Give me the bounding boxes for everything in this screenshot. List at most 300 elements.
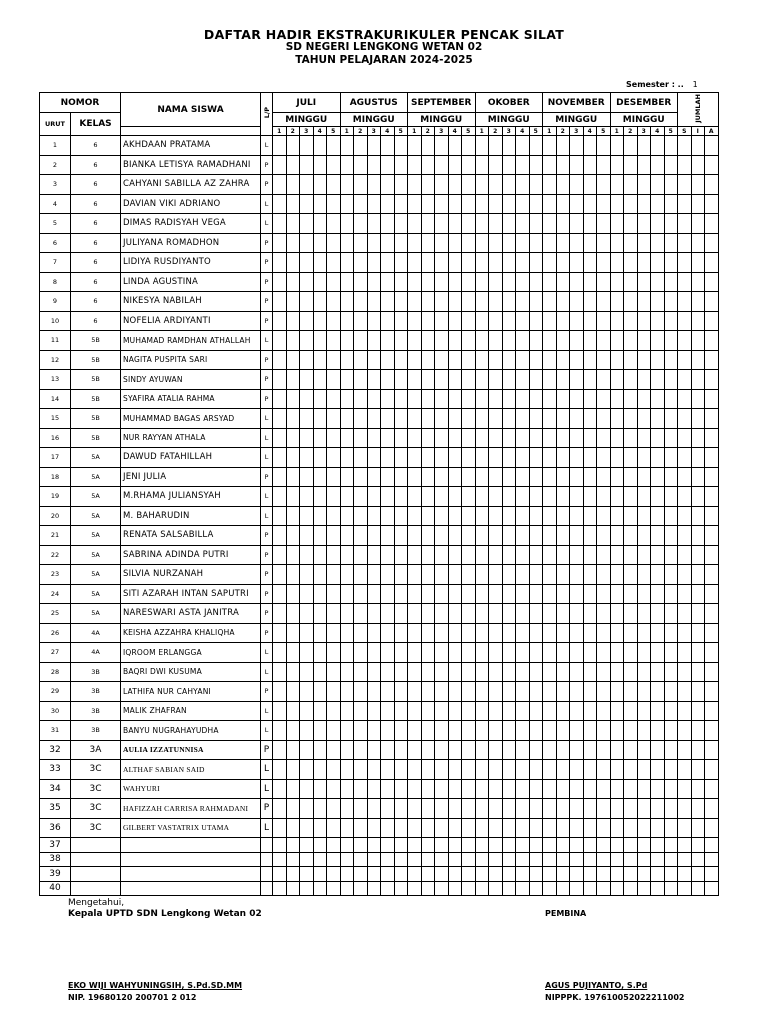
attendance-cell bbox=[313, 214, 327, 234]
attendance-cell bbox=[651, 292, 665, 312]
attendance-cell bbox=[340, 721, 354, 741]
attendance-cell bbox=[435, 389, 449, 409]
attendance-cell bbox=[273, 565, 287, 585]
attendance-cell bbox=[637, 272, 651, 292]
attendance-cell bbox=[354, 721, 368, 741]
attendance-cell bbox=[273, 233, 287, 253]
attendance-cell bbox=[408, 662, 422, 682]
attendance-cell bbox=[367, 643, 381, 663]
cell-lp: P bbox=[261, 682, 273, 702]
attendance-cell bbox=[610, 740, 624, 760]
attendance-cell bbox=[448, 214, 462, 234]
attendance-cell bbox=[664, 175, 678, 195]
attendance-cell bbox=[637, 867, 651, 882]
attendance-cell bbox=[273, 701, 287, 721]
attendance-cell bbox=[583, 448, 597, 468]
table-row bbox=[40, 428, 719, 448]
attendance-cell bbox=[300, 721, 314, 741]
attendance-cell bbox=[664, 448, 678, 468]
attendance-cell bbox=[475, 852, 489, 867]
attendance-cell bbox=[529, 155, 543, 175]
attendance-cell bbox=[664, 428, 678, 448]
attendance-cell bbox=[583, 760, 597, 780]
attendance-cell bbox=[394, 584, 408, 604]
attendance-cell bbox=[300, 136, 314, 156]
attendance-cell bbox=[435, 175, 449, 195]
attendance-cell bbox=[583, 370, 597, 390]
attendance-cell bbox=[367, 662, 381, 682]
attendance-cell bbox=[664, 852, 678, 867]
attendance-cell bbox=[286, 721, 300, 741]
attendance-cell bbox=[691, 643, 705, 663]
attendance-cell bbox=[421, 194, 435, 214]
attendance-cell bbox=[597, 292, 611, 312]
attendance-cell bbox=[327, 292, 341, 312]
attendance-cell bbox=[340, 136, 354, 156]
attendance-cell bbox=[691, 409, 705, 429]
attendance-cell bbox=[529, 389, 543, 409]
attendance-cell bbox=[543, 155, 557, 175]
attendance-cell bbox=[624, 682, 638, 702]
attendance-cell bbox=[570, 370, 584, 390]
attendance-cell bbox=[691, 881, 705, 896]
attendance-cell bbox=[610, 350, 624, 370]
attendance-cell bbox=[529, 604, 543, 624]
kepala-title: Kepala UPTD SDN Lengkong Wetan 02 bbox=[68, 909, 262, 919]
attendance-cell bbox=[327, 448, 341, 468]
attendance-cell bbox=[354, 448, 368, 468]
attendance-cell bbox=[340, 779, 354, 799]
attendance-cell bbox=[529, 448, 543, 468]
attendance-cell bbox=[394, 311, 408, 331]
cell-urut: 30 bbox=[40, 701, 71, 721]
attendance-cell bbox=[502, 467, 516, 487]
attendance-cell bbox=[300, 565, 314, 585]
attendance-cell bbox=[664, 487, 678, 507]
attendance-cell bbox=[394, 272, 408, 292]
attendance-cell bbox=[651, 253, 665, 273]
attendance-cell bbox=[570, 838, 584, 853]
attendance-cell bbox=[327, 467, 341, 487]
attendance-cell bbox=[462, 311, 476, 331]
semester-value: 1 bbox=[692, 80, 698, 89]
pembina-name: AGUS PUJIYANTO, S.Pd bbox=[545, 981, 648, 990]
attendance-cell bbox=[286, 272, 300, 292]
attendance-cell bbox=[313, 331, 327, 351]
header-month: NOVEMBER bbox=[543, 93, 611, 113]
attendance-cell bbox=[381, 350, 395, 370]
attendance-cell bbox=[435, 331, 449, 351]
cell-kelas: 5A bbox=[71, 545, 121, 565]
attendance-cell bbox=[583, 545, 597, 565]
attendance-cell bbox=[624, 779, 638, 799]
attendance-cell bbox=[381, 867, 395, 882]
attendance-cell bbox=[286, 643, 300, 663]
attendance-cell bbox=[421, 838, 435, 853]
attendance-cell bbox=[597, 233, 611, 253]
attendance-cell bbox=[678, 467, 692, 487]
attendance-cell bbox=[327, 214, 341, 234]
week-number: 1 bbox=[340, 127, 354, 136]
attendance-cell bbox=[570, 526, 584, 546]
attendance-cell bbox=[475, 487, 489, 507]
attendance-cell bbox=[327, 838, 341, 853]
attendance-cell bbox=[313, 409, 327, 429]
attendance-cell bbox=[367, 721, 381, 741]
attendance-cell bbox=[273, 818, 287, 838]
attendance-cell bbox=[597, 584, 611, 604]
attendance-cell bbox=[610, 545, 624, 565]
attendance-cell bbox=[367, 506, 381, 526]
attendance-cell bbox=[475, 155, 489, 175]
attendance-cell bbox=[475, 838, 489, 853]
attendance-cell bbox=[664, 881, 678, 896]
attendance-cell bbox=[651, 233, 665, 253]
attendance-cell bbox=[529, 370, 543, 390]
attendance-cell bbox=[502, 389, 516, 409]
attendance-cell bbox=[340, 623, 354, 643]
attendance-cell bbox=[651, 545, 665, 565]
attendance-cell bbox=[408, 175, 422, 195]
cell-kelas: 3C bbox=[71, 799, 121, 819]
attendance-cell bbox=[327, 584, 341, 604]
attendance-cell bbox=[678, 604, 692, 624]
attendance-cell bbox=[381, 682, 395, 702]
attendance-cell bbox=[475, 760, 489, 780]
cell-urut: 28 bbox=[40, 662, 71, 682]
attendance-cell bbox=[408, 155, 422, 175]
attendance-cell bbox=[367, 526, 381, 546]
attendance-cell bbox=[313, 467, 327, 487]
attendance-cell bbox=[313, 175, 327, 195]
cell-lp: P bbox=[261, 545, 273, 565]
attendance-cell bbox=[408, 867, 422, 882]
header-nama-blank bbox=[121, 127, 261, 136]
attendance-cell bbox=[327, 311, 341, 331]
attendance-cell bbox=[381, 370, 395, 390]
attendance-cell bbox=[381, 623, 395, 643]
cell-nama: NOFELIA ARDIYANTI bbox=[121, 311, 261, 331]
attendance-cell bbox=[327, 253, 341, 273]
cell-lp: L bbox=[261, 643, 273, 663]
attendance-cell bbox=[273, 799, 287, 819]
attendance-cell bbox=[327, 818, 341, 838]
attendance-cell bbox=[516, 779, 530, 799]
attendance-cell bbox=[394, 253, 408, 273]
attendance-cell bbox=[421, 292, 435, 312]
attendance-cell bbox=[624, 545, 638, 565]
attendance-cell bbox=[489, 292, 503, 312]
cell-nama: LATHIFA NUR CAHYANI bbox=[121, 682, 261, 702]
attendance-cell bbox=[556, 760, 570, 780]
attendance-cell bbox=[597, 409, 611, 429]
attendance-cell bbox=[448, 409, 462, 429]
attendance-cell bbox=[448, 852, 462, 867]
attendance-cell bbox=[462, 760, 476, 780]
attendance-cell bbox=[637, 682, 651, 702]
attendance-cell bbox=[529, 760, 543, 780]
attendance-cell bbox=[354, 526, 368, 546]
attendance-cell bbox=[367, 779, 381, 799]
cell-urut: 15 bbox=[40, 409, 71, 429]
attendance-cell bbox=[502, 701, 516, 721]
attendance-cell bbox=[610, 623, 624, 643]
attendance-cell bbox=[543, 760, 557, 780]
cell-urut: 1 bbox=[40, 136, 71, 156]
attendance-cell bbox=[637, 526, 651, 546]
attendance-cell bbox=[462, 155, 476, 175]
attendance-cell bbox=[543, 350, 557, 370]
attendance-cell bbox=[556, 155, 570, 175]
attendance-cell bbox=[624, 389, 638, 409]
attendance-cell bbox=[286, 214, 300, 234]
attendance-cell bbox=[637, 662, 651, 682]
attendance-cell bbox=[556, 867, 570, 882]
attendance-cell bbox=[529, 584, 543, 604]
attendance-cell bbox=[570, 272, 584, 292]
attendance-cell bbox=[502, 292, 516, 312]
attendance-cell bbox=[354, 584, 368, 604]
attendance-cell bbox=[570, 253, 584, 273]
attendance-cell bbox=[583, 350, 597, 370]
attendance-cell bbox=[475, 643, 489, 663]
attendance-cell bbox=[583, 701, 597, 721]
attendance-cell bbox=[435, 779, 449, 799]
attendance-cell bbox=[327, 721, 341, 741]
attendance-cell bbox=[678, 350, 692, 370]
attendance-cell bbox=[583, 194, 597, 214]
attendance-cell bbox=[381, 253, 395, 273]
attendance-cell bbox=[583, 214, 597, 234]
cell-kelas: 6 bbox=[71, 292, 121, 312]
attendance-cell bbox=[637, 506, 651, 526]
cell-nama: DAVIAN VIKI ADRIANO bbox=[121, 194, 261, 214]
attendance-cell bbox=[516, 428, 530, 448]
attendance-cell bbox=[340, 233, 354, 253]
table-row bbox=[40, 448, 719, 468]
attendance-cell bbox=[705, 526, 719, 546]
attendance-cell bbox=[570, 331, 584, 351]
attendance-cell bbox=[543, 604, 557, 624]
header-month: OKOBER bbox=[475, 93, 543, 113]
attendance-cell bbox=[367, 175, 381, 195]
attendance-cell bbox=[556, 311, 570, 331]
attendance-cell bbox=[475, 175, 489, 195]
attendance-cell bbox=[570, 881, 584, 896]
attendance-cell bbox=[678, 682, 692, 702]
attendance-cell bbox=[691, 623, 705, 643]
attendance-cell bbox=[367, 233, 381, 253]
attendance-cell bbox=[583, 155, 597, 175]
attendance-cell bbox=[678, 487, 692, 507]
attendance-cell bbox=[408, 370, 422, 390]
attendance-cell bbox=[475, 409, 489, 429]
attendance-cell bbox=[678, 136, 692, 156]
attendance-cell bbox=[489, 428, 503, 448]
cell-lp: L bbox=[261, 428, 273, 448]
attendance-cell bbox=[367, 760, 381, 780]
attendance-cell bbox=[691, 779, 705, 799]
attendance-cell bbox=[597, 253, 611, 273]
attendance-cell bbox=[340, 545, 354, 565]
attendance-cell bbox=[705, 721, 719, 741]
attendance-cell bbox=[570, 428, 584, 448]
attendance-cell bbox=[610, 838, 624, 853]
attendance-cell bbox=[273, 867, 287, 882]
attendance-cell bbox=[300, 701, 314, 721]
attendance-cell bbox=[327, 409, 341, 429]
attendance-cell bbox=[556, 194, 570, 214]
header-urut: URUT bbox=[40, 113, 71, 136]
attendance-cell bbox=[286, 370, 300, 390]
attendance-cell bbox=[367, 136, 381, 156]
attendance-cell bbox=[462, 370, 476, 390]
attendance-cell bbox=[435, 604, 449, 624]
attendance-cell bbox=[381, 409, 395, 429]
attendance-cell bbox=[300, 389, 314, 409]
cell-nama: LIDIYA RUSDIYANTO bbox=[121, 253, 261, 273]
attendance-cell bbox=[475, 214, 489, 234]
attendance-cell bbox=[502, 506, 516, 526]
attendance-cell bbox=[651, 487, 665, 507]
attendance-cell bbox=[678, 701, 692, 721]
attendance-cell bbox=[691, 662, 705, 682]
cell-nama: BANYU NUGRAHAYUDHA bbox=[121, 721, 261, 741]
week-number: 1 bbox=[543, 127, 557, 136]
attendance-cell bbox=[286, 867, 300, 882]
attendance-cell bbox=[381, 467, 395, 487]
attendance-cell bbox=[462, 389, 476, 409]
attendance-cell bbox=[394, 721, 408, 741]
table-row bbox=[40, 506, 719, 526]
attendance-cell bbox=[286, 487, 300, 507]
attendance-cell bbox=[462, 292, 476, 312]
attendance-cell bbox=[286, 136, 300, 156]
attendance-cell bbox=[624, 350, 638, 370]
attendance-cell bbox=[556, 682, 570, 702]
attendance-cell bbox=[354, 643, 368, 663]
attendance-cell bbox=[651, 467, 665, 487]
attendance-cell bbox=[556, 584, 570, 604]
attendance-cell bbox=[286, 155, 300, 175]
attendance-cell bbox=[354, 233, 368, 253]
attendance-cell bbox=[624, 881, 638, 896]
attendance-cell bbox=[610, 272, 624, 292]
attendance-cell bbox=[516, 194, 530, 214]
attendance-cell bbox=[354, 194, 368, 214]
attendance-cell bbox=[691, 175, 705, 195]
attendance-cell bbox=[367, 881, 381, 896]
attendance-cell bbox=[543, 272, 557, 292]
attendance-cell bbox=[624, 623, 638, 643]
attendance-cell bbox=[543, 881, 557, 896]
attendance-cell bbox=[300, 409, 314, 429]
attendance-cell bbox=[489, 370, 503, 390]
attendance-cell bbox=[489, 526, 503, 546]
attendance-cell bbox=[691, 818, 705, 838]
attendance-cell bbox=[678, 779, 692, 799]
attendance-cell bbox=[435, 506, 449, 526]
attendance-cell bbox=[475, 272, 489, 292]
attendance-cell bbox=[273, 136, 287, 156]
attendance-cell bbox=[340, 409, 354, 429]
academic-year: TAHUN PELAJARAN 2024-2025 bbox=[295, 54, 473, 66]
attendance-cell bbox=[570, 818, 584, 838]
attendance-cell bbox=[651, 155, 665, 175]
attendance-cell bbox=[381, 233, 395, 253]
week-number: 5 bbox=[597, 127, 611, 136]
table-row bbox=[40, 214, 719, 234]
jumlah-sub-header: I bbox=[691, 127, 705, 136]
attendance-cell bbox=[286, 818, 300, 838]
attendance-cell bbox=[664, 867, 678, 882]
attendance-cell bbox=[637, 155, 651, 175]
attendance-cell bbox=[286, 682, 300, 702]
attendance-cell bbox=[327, 194, 341, 214]
attendance-cell bbox=[273, 331, 287, 351]
attendance-cell bbox=[529, 311, 543, 331]
cell-nama: JENI JULIA bbox=[121, 467, 261, 487]
attendance-cell bbox=[516, 643, 530, 663]
week-number: 5 bbox=[394, 127, 408, 136]
attendance-cell bbox=[327, 852, 341, 867]
attendance-cell bbox=[462, 487, 476, 507]
attendance-cell bbox=[354, 253, 368, 273]
attendance-cell bbox=[448, 740, 462, 760]
attendance-cell bbox=[705, 409, 719, 429]
cell-urut: 22 bbox=[40, 545, 71, 565]
attendance-cell bbox=[367, 682, 381, 702]
attendance-cell bbox=[435, 311, 449, 331]
cell-kelas: 3B bbox=[71, 682, 121, 702]
attendance-cell bbox=[678, 292, 692, 312]
attendance-cell bbox=[583, 428, 597, 448]
attendance-cell bbox=[327, 350, 341, 370]
attendance-cell bbox=[448, 662, 462, 682]
attendance-cell bbox=[691, 760, 705, 780]
cell-lp: L bbox=[261, 721, 273, 741]
attendance-cell bbox=[543, 253, 557, 273]
attendance-cell bbox=[286, 526, 300, 546]
attendance-cell bbox=[367, 272, 381, 292]
attendance-cell bbox=[691, 311, 705, 331]
cell-nama: AULIA IZZATUNNISA bbox=[121, 740, 261, 760]
attendance-cell bbox=[583, 779, 597, 799]
cell-urut: 40 bbox=[40, 881, 71, 896]
attendance-cell bbox=[624, 584, 638, 604]
attendance-cell bbox=[394, 604, 408, 624]
attendance-cell bbox=[381, 881, 395, 896]
cell-nama: SINDY AYUWAN bbox=[121, 370, 261, 390]
attendance-cell bbox=[610, 448, 624, 468]
cell-lp bbox=[261, 881, 273, 896]
attendance-cell bbox=[637, 409, 651, 429]
attendance-cell bbox=[516, 389, 530, 409]
cell-nama: WAHYURI bbox=[121, 779, 261, 799]
attendance-cell bbox=[475, 662, 489, 682]
cell-lp bbox=[261, 838, 273, 853]
table-row bbox=[40, 818, 719, 838]
cell-urut: 12 bbox=[40, 350, 71, 370]
attendance-cell bbox=[583, 623, 597, 643]
attendance-cell bbox=[367, 701, 381, 721]
attendance-cell bbox=[462, 838, 476, 853]
attendance-cell bbox=[597, 389, 611, 409]
attendance-cell bbox=[421, 253, 435, 273]
attendance-cell bbox=[516, 331, 530, 351]
school-name: SD NEGERI LENGKONG WETAN 02 bbox=[285, 41, 483, 53]
attendance-cell bbox=[421, 760, 435, 780]
